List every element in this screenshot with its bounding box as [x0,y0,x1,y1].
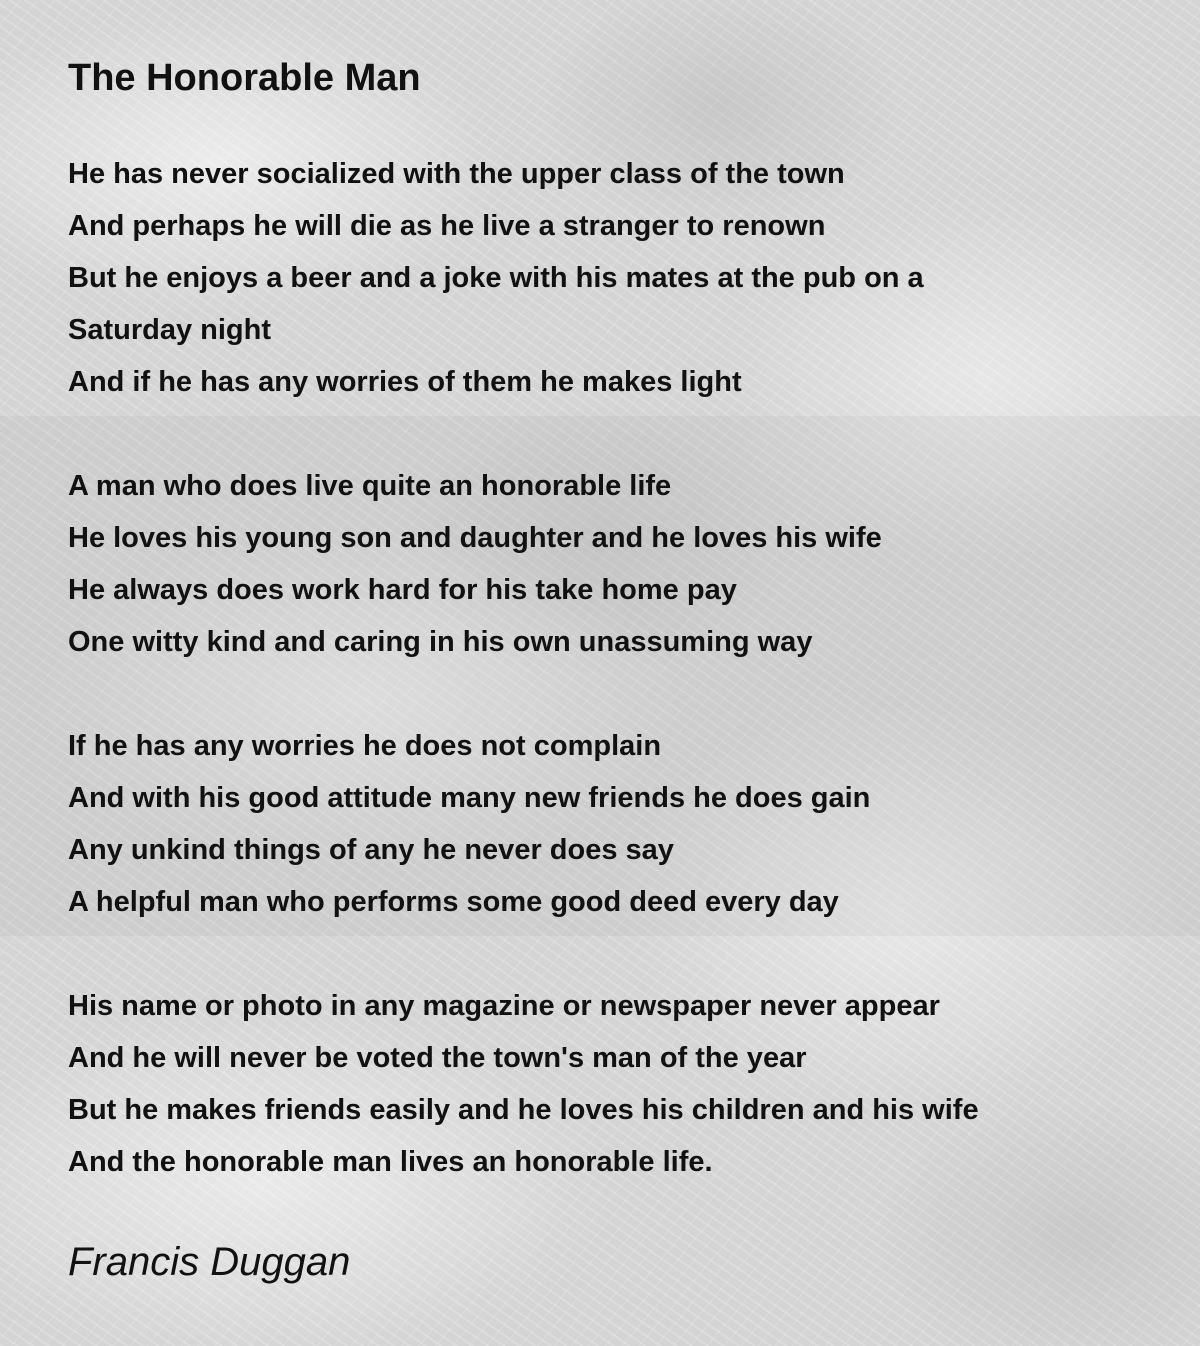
poem-line: He has never socialized with the upper class of the town [68,158,845,190]
poem-title: The Honorable Man [68,57,421,99]
poem-line: If he has any worries he does not complain [68,730,662,762]
poem-line: Saturday night [68,314,272,346]
poem-line: But he enjoys a beer and a joke with his mates at the pub on a [68,262,924,294]
poem-line: He loves his young son and daughter and he loves his wife [68,522,882,554]
poem-line: One witty kind and caring in his own unassuming way [68,626,813,658]
poem-author: Francis Duggan [68,1240,351,1284]
poem-line: And perhaps he will die as he live a stranger to renown [68,210,826,242]
poem-line: And if he has any worries of them he makes light [68,366,742,398]
poem-line: But he makes friends easily and he loves his children and his wife [68,1094,979,1126]
poem-line: His name or photo in any magazine or newspaper never appear [68,990,940,1022]
poem-line: And with his good attitude many new friends he does gain [68,782,871,814]
stanza-3 [68,720,1168,928]
poem-container [68,52,1168,1288]
poem-line: A man who does live quite an honorable life [68,470,672,502]
poem-line: And he will never be voted the town's man of the year [68,1042,807,1074]
poem-line: And the honorable man lives an honorable life. [68,1146,713,1178]
stanza-4 [68,980,1168,1188]
stanza-2 [68,460,1168,668]
poem-line: A helpful man who performs some good deed every day [68,886,839,918]
poem-line: He always does work hard for his take home pay [68,574,737,606]
stanza-1 [68,148,1168,408]
poem-line: Any unkind things of any he never does say [68,834,674,866]
